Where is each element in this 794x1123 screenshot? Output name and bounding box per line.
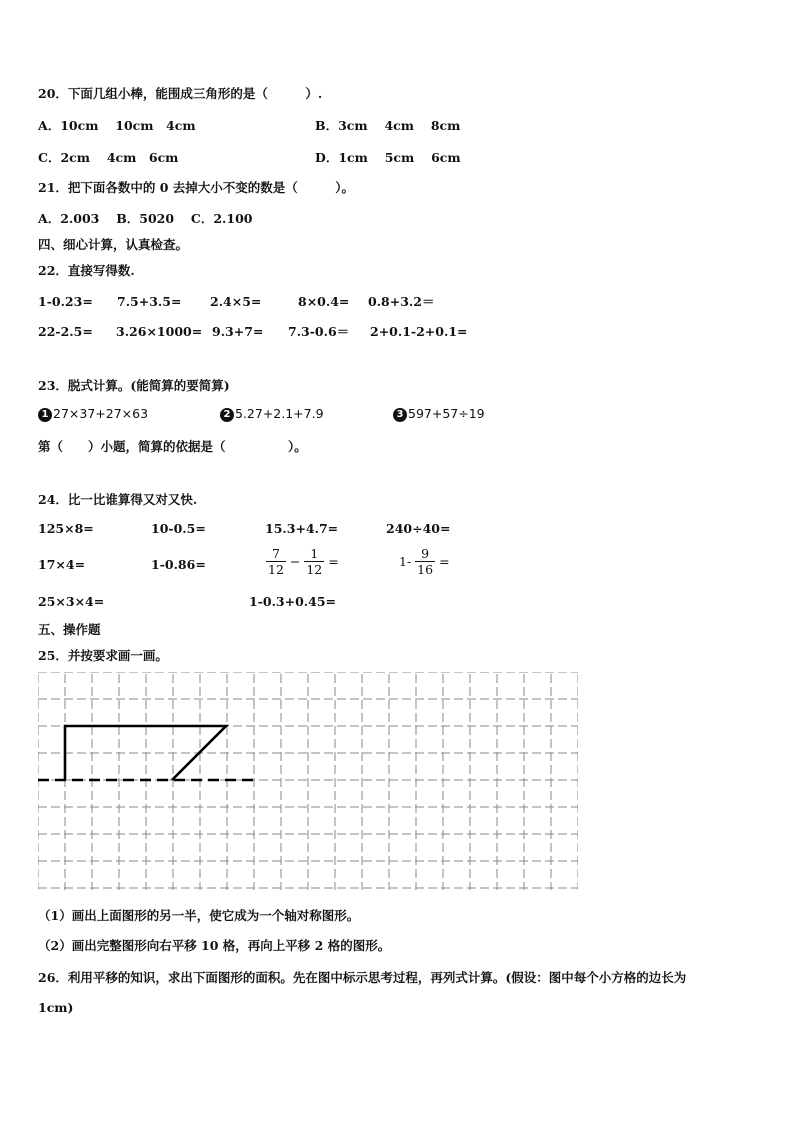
q26-line-1: 26．利用平移的知识，求出下面图形的面积。先在图中标示思考过程，再列式计算。(假设：图中每个小方格的边长为 [38, 970, 687, 985]
q24-cell: 25×3×4= [38, 594, 105, 609]
q24-cell: 1-0.86= [151, 557, 206, 572]
q23-item-1 [38, 406, 148, 422]
q25-stem: 25．并按要求画一画。 [38, 648, 168, 663]
q22-cell: 2.4×5= [210, 294, 262, 309]
dot-grid-figure [38, 672, 578, 892]
q23-expr: 597+57÷19 [408, 406, 485, 421]
circled-number: 3 [393, 408, 407, 422]
circled-number: 1 [38, 408, 52, 422]
q24-cell: 1-0.3+0.45= [249, 594, 337, 609]
q24-cell: 10-0.5= [151, 521, 206, 536]
q24-cell: 240÷40= [386, 521, 451, 536]
q22-cell: 7.5+3.5= [117, 294, 182, 309]
section-5-heading: 五、操作题 [38, 622, 101, 637]
q25-part-2: （2）画出完整图形向右平移 10 格，再向上平移 2 格的图形。 [38, 938, 391, 953]
grid-lines [38, 672, 578, 890]
q24-stem: 24．比一比谁算得又对又快. [38, 492, 198, 507]
q22-row-2 [38, 322, 468, 340]
q23-item-3 [393, 406, 485, 422]
q22-cell: 22-2.5= [38, 324, 93, 339]
q22-cell: 2+0.1-2+0.1= [370, 324, 468, 339]
q25-part-1: （1）画出上面图形的另一半，使它成为一个轴对称图形。 [38, 908, 360, 923]
q24-cell: 125×8= [38, 521, 94, 536]
q22-cell: 9.3+7= [212, 324, 264, 339]
q23-expr: 27×37+27×63 [53, 406, 149, 421]
q23-note: 第（ ）小题，简算的依据是（ ）。 [38, 439, 307, 454]
q21-options: A．2.003 B．5020 C．2.100 [38, 211, 253, 226]
q20-option-a: A．10cm 10cm 4cm [38, 118, 196, 133]
q23-item-2 [220, 406, 324, 422]
q22-cell: 3.26×1000= [116, 324, 203, 339]
fraction: $\frac{1}{12}$ [306, 546, 323, 577]
fraction: $\frac{7}{12}$ [268, 546, 284, 577]
q22-cell: 0.8+3.2＝ [368, 294, 435, 309]
q21-stem: 21．把下面各数中的 0 去掉大小不变的数是（ ）。 [38, 180, 355, 195]
q23-stem: 23．脱式计算。(能简算的要简算) [38, 378, 230, 393]
q20-stem: 20．下面几组小棒，能围成三角形的是（ ）. [38, 86, 323, 101]
q20-option-c: C．2cm 4cm 6cm [38, 150, 179, 165]
section-4-heading: 四、细心计算，认真检查。 [38, 237, 189, 252]
q24-cell: 17×4= [38, 557, 86, 572]
circled-number: 2 [220, 408, 234, 422]
q20-option-b: B．3cm 4cm 8cm [315, 118, 461, 133]
q24-row-1 [38, 521, 450, 536]
q20-option-d: D．1cm 5cm 6cm [315, 150, 461, 165]
q22-cell: 7.3-0.6＝ [288, 324, 350, 339]
q26-line-2: 1cm) [38, 1000, 74, 1015]
q22-cell: 8×0.4= [298, 294, 350, 309]
fraction: $\frac{9}{16}$ [417, 546, 434, 577]
q22-cell: 1-0.23= [38, 294, 93, 309]
q22-row-1 [38, 292, 434, 310]
q22-stem: 22．直接写得数. [38, 263, 135, 278]
q24-fraction-expr: $\frac{7}{12}$ − $\frac{1}{12}$ = [268, 546, 339, 577]
q23-expr: 5.27+2.1+7.9 [235, 406, 324, 421]
q24-fraction-expr: 1- $\frac{9}{16}$ = [399, 546, 450, 577]
q24-cell: 15.3+4.7= [265, 521, 339, 536]
